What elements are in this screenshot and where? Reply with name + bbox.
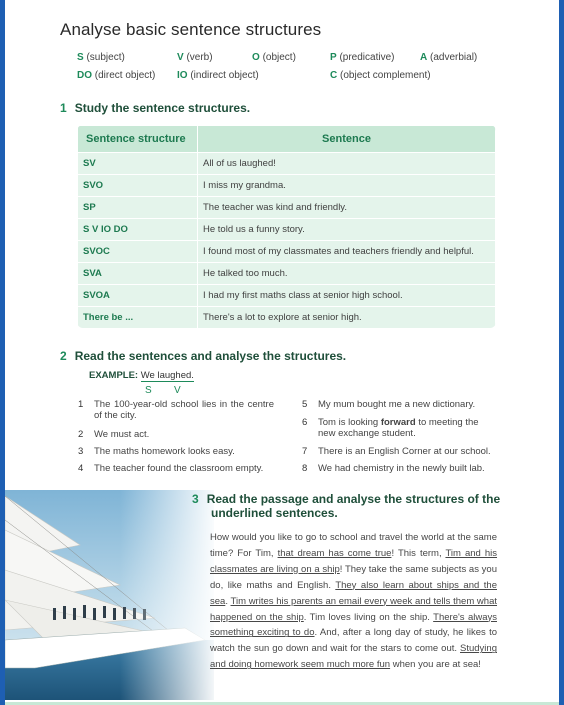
- table-row: [78, 197, 496, 219]
- sentence-cell: I found most of my classmates and teachers friendly and helpful.: [198, 241, 496, 263]
- abbr-adverbial: A (adverbial): [420, 52, 478, 63]
- list-item: 5 My mum bought me a new dictionary.: [302, 399, 476, 410]
- table-row: [78, 241, 496, 263]
- structure-cell: SVOC: [78, 241, 198, 263]
- sentence-cell: There's a lot to explore at senior high.: [198, 307, 496, 329]
- example-sentence: We laughed.: [140, 370, 194, 381]
- structure-cell: SVOA: [78, 285, 198, 307]
- structure-cell: SV: [78, 153, 198, 175]
- sentence-cell: He talked too much.: [198, 263, 496, 285]
- abbr-object-complement: C (object complement): [330, 70, 431, 81]
- structure-cell: S V IO DO: [78, 219, 198, 241]
- list-item: 8 We had chemistry in the newly built lab.: [302, 463, 485, 474]
- sentence-cell: He told us a funny story.: [198, 219, 496, 241]
- structure-cell: SP: [78, 197, 198, 219]
- section-2-heading: 2 Read the sentences and analyse the structures.: [60, 349, 347, 363]
- list-item: 3 The maths homework looks easy.: [78, 446, 235, 457]
- table-row: [78, 175, 496, 197]
- list-item: 6 Tom is looking forward to meeting the new exchange student.: [302, 417, 479, 439]
- list-item: 1 The 100-year-old school lies in the centre of the city.: [78, 399, 274, 421]
- structure-cell: SVO: [78, 175, 198, 197]
- table-row: [78, 263, 496, 285]
- abbr-subject: S (subject): [77, 52, 125, 63]
- example-subject-mark: S: [145, 385, 152, 396]
- sentence-cell: The teacher was kind and friendly.: [198, 197, 496, 219]
- abbr-predicative: P (predicative): [330, 52, 395, 63]
- table-row: [78, 307, 496, 329]
- table-header-sentence: Sentence: [198, 126, 496, 153]
- table-row: [78, 153, 496, 175]
- abbr-direct-object: DO (direct object): [77, 70, 156, 81]
- list-item: 2 We must act.: [78, 429, 150, 440]
- section-1-heading: 1 Study the sentence structures.: [60, 101, 251, 115]
- list-item: 4 The teacher found the classroom empty.: [78, 463, 264, 474]
- abbr-verb: V (verb): [177, 52, 213, 63]
- page-frame-right: [559, 0, 564, 705]
- sentence-cell: I had my first maths class at senior high school.: [198, 285, 496, 307]
- structure-table: [77, 125, 496, 328]
- table-header-structure: Sentence structure: [78, 126, 198, 153]
- sentence-cell: I miss my grandma.: [198, 175, 496, 197]
- table-row: [78, 219, 496, 241]
- structure-cell: There be ...: [78, 307, 198, 329]
- example-verb-mark: V: [174, 385, 181, 396]
- reading-passage: How would you like to go to school and travel the world at the same time? For Tim, that dream has come true! This term, Tim and his classmates are living on a ship! They take the same subjects as you do, like maths and English. They also learn about ships and the sea. Tim writes his parents an email every week and tells them what happened on the ship. Tim loves living on the ship. There's always something exciting to do. And, after a long day of study, he likes to watch the sun go down and wait for the stars to come out. Studying and doing homework seem much more fun when you are at sea!: [210, 532, 498, 671]
- sailing-ship-photo: [5, 490, 214, 700]
- page-title: Analyse basic sentence structures: [60, 20, 322, 39]
- sentence-cell: All of us laughed!: [198, 153, 496, 175]
- section-3-heading: 3 Read the passage and analyse the structures of the underlined sentences.: [192, 492, 501, 520]
- example-line: EXAMPLE: We laughed.: [89, 370, 194, 381]
- abbr-indirect-object: IO (indirect object): [177, 70, 259, 81]
- list-item: 7 There is an English Corner at our school.: [302, 446, 491, 457]
- abbr-object: O (object): [252, 52, 296, 63]
- structure-cell: SVA: [78, 263, 198, 285]
- table-row: [78, 285, 496, 307]
